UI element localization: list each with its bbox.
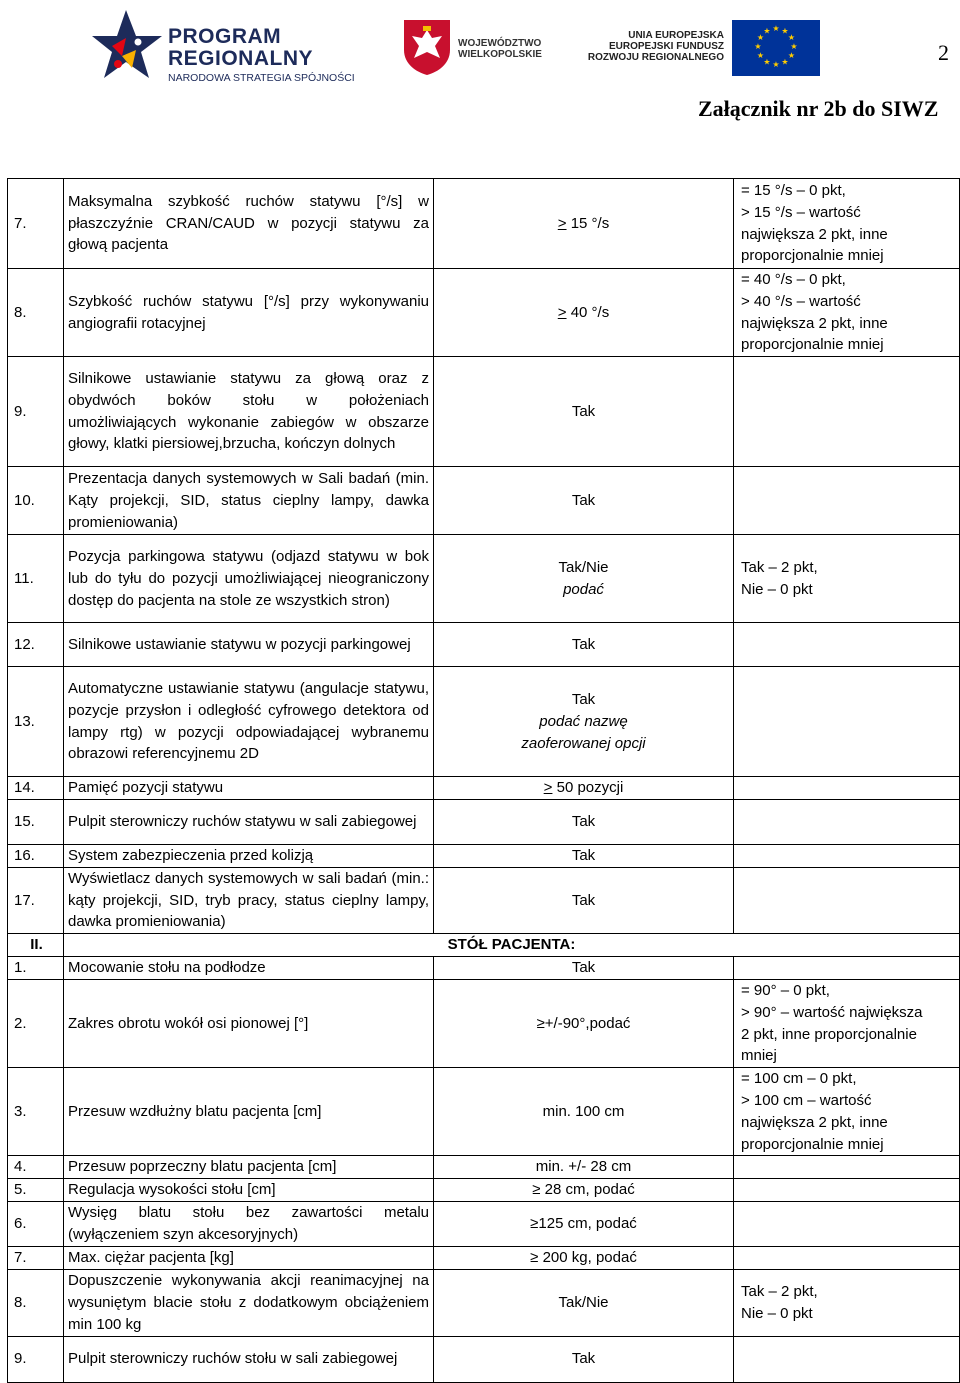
row-requirement: Tak [434, 467, 734, 535]
table-row [8, 867, 960, 933]
row-description: Maksymalna szybkość ruchów statywu [°/s] w płaszczyźnie CRAN/CAUD w pozycji statywu za głową pacjenta [64, 179, 434, 269]
svg-text:★: ★ [781, 57, 789, 67]
table-row [8, 1156, 960, 1179]
table-row [8, 1179, 960, 1202]
row-description: Max. ciężar pacjenta [kg] [64, 1246, 434, 1269]
row-description: Zakres obrotu wokół osi pionowej [°] [64, 979, 434, 1067]
row-number: 7. [8, 1246, 64, 1269]
row-requirement: Tak [434, 799, 734, 844]
svg-text:★: ★ [763, 26, 771, 36]
row-requirement: ≥ 28 cm, podać [434, 1179, 734, 1202]
row-number: 3. [8, 1068, 64, 1156]
row-evaluation: Tak – 2 pkt, Nie – 0 pkt [734, 1269, 960, 1336]
region-line1: WOJEWÓDZTWO [458, 38, 542, 49]
eu-logo [587, 20, 820, 76]
row-description: Wysięg blatu stołu bez zawartości metalu (wyłączeniem szyn akcesoryjnych) [64, 1201, 434, 1246]
row-number: 9. [8, 1336, 64, 1382]
svg-text:★: ★ [772, 24, 780, 33]
row-requirement: Tak [434, 867, 734, 933]
row-requirement: Tak/Nie podać [434, 535, 734, 623]
row-requirement: > 15 °/s [434, 179, 734, 269]
table-row [8, 799, 960, 844]
table-row [8, 535, 960, 623]
eu-line2: EUROPEJSKI FUNDUSZ [608, 41, 724, 52]
row-evaluation [734, 957, 960, 980]
table-row [8, 623, 960, 667]
row-evaluation [734, 1179, 960, 1202]
row-description: Pulpit sterowniczy ruchów statywu w sali zabiegowej [64, 799, 434, 844]
row-evaluation [734, 1246, 960, 1269]
table-row [8, 1201, 960, 1246]
svg-text:★: ★ [787, 33, 796, 42]
svg-text:★: ★ [772, 60, 780, 69]
row-requirement: > 40 °/s [434, 269, 734, 357]
table-row [8, 1336, 960, 1382]
row-evaluation [734, 623, 960, 667]
svg-text:★: ★ [754, 42, 762, 51]
program-line1: PROGRAM [168, 25, 282, 48]
row-number: 9. [8, 357, 64, 467]
eu-line1: UNIA EUROPEJSKA [628, 30, 724, 41]
row-number: 4. [8, 1156, 64, 1179]
header-logos [0, 0, 960, 121]
row-evaluation [734, 799, 960, 844]
row-number: 7. [8, 179, 64, 269]
row-evaluation [734, 844, 960, 867]
section-title: STÓŁ PACJENTA: [64, 934, 960, 957]
row-evaluation: = 90° – 0 pkt, > 90° – wartość największa 2 pkt, inne proporcjonalnie mniej [734, 979, 960, 1067]
program-star-icon [92, 6, 164, 84]
row-description: Silnikowe ustawianie statywu w pozycji parkingowej [64, 623, 434, 667]
row-description: Wyświetlacz danych systemowych w sali badań (min.: kąty projekcji, SID, tryb pracy, status cieplny lampy, dawka promieniowania) [64, 867, 434, 933]
row-requirement: > 50 pozycji [434, 777, 734, 800]
row-number: 6. [8, 1201, 64, 1246]
row-requirement: min. +/- 28 cm [434, 1156, 734, 1179]
row-description: Przesuw wzdłużny blatu pacjenta [cm] [64, 1068, 434, 1156]
eagle-shield-icon [402, 18, 452, 76]
row-requirement: Tak [434, 357, 734, 467]
row-description: Mocowanie stołu na podłodze [64, 957, 434, 980]
table-row [8, 844, 960, 867]
row-description: Pamięć pozycji statywu [64, 777, 434, 800]
spec-table [7, 178, 960, 1383]
row-requirement: Tak [434, 623, 734, 667]
row-evaluation [734, 667, 960, 777]
row-number: 10. [8, 467, 64, 535]
row-description: Automatyczne ustawianie statywu (angulacje statywu, pozycje przysłon i odległość cyfrowego detektora od lampy rtg) w pozycji odpowiadającej wybranemu obrazowi referencyjnemu 2D [64, 667, 434, 777]
row-requirement: ≥ 200 kg, podać [434, 1246, 734, 1269]
row-evaluation [734, 867, 960, 933]
table-row [8, 1246, 960, 1269]
row-description: Regulacja wysokości stołu [cm] [64, 1179, 434, 1202]
row-number: 1. [8, 957, 64, 980]
row-evaluation [734, 357, 960, 467]
row-description: Przesuw poprzeczny blatu pacjenta [cm] [64, 1156, 434, 1179]
table-row [8, 979, 960, 1067]
annex-title: Załącznik nr 2b do SIWZ [698, 96, 939, 121]
table-row [8, 1269, 960, 1336]
page-number: 2 [938, 40, 949, 65]
row-description: Prezentacja danych systemowych w Sali badań (min. Kąty projekcji, SID, status cieplny lampy, dawka promieniowania) [64, 467, 434, 535]
row-number: 16. [8, 844, 64, 867]
row-number: 8. [8, 1269, 64, 1336]
row-description: Szybkość ruchów statywu [°/s] przy wykonywaniu angiografii rotacyjnej [64, 269, 434, 357]
svg-text:★: ★ [790, 42, 798, 51]
table-row [8, 777, 960, 800]
row-evaluation: = 15 °/s – 0 pkt, > 15 °/s – wartość największa 2 pkt, inne proporcjonalnie mniej [734, 179, 960, 269]
row-requirement: Tak [434, 844, 734, 867]
row-requirement: Tak podać nazwę zaoferowanej opcji [434, 667, 734, 777]
row-description: System zabezpieczenia przed kolizją [64, 844, 434, 867]
row-number: 13. [8, 667, 64, 777]
row-description: Pozycja parkingowa statywu (odjazd statywu w bok lub do tyłu do pozycji umożliwiającej nieograniczony dostęp do pacjenta na stole ze wszystkich stron) [64, 535, 434, 623]
row-evaluation [734, 1156, 960, 1179]
table-row [8, 1068, 960, 1156]
table-row [8, 467, 960, 535]
row-requirement: ≥+/-90°,podać [434, 979, 734, 1067]
row-evaluation: = 40 °/s – 0 pkt, > 40 °/s – wartość największa 2 pkt, inne proporcjonalnie mniej [734, 269, 960, 357]
row-requirement: Tak/Nie [434, 1269, 734, 1336]
table-row [8, 357, 960, 467]
row-evaluation [734, 1201, 960, 1246]
row-requirement: Tak [434, 957, 734, 980]
row-requirement: min. 100 cm [434, 1068, 734, 1156]
svg-text:★: ★ [756, 51, 765, 60]
section-number: II. [8, 934, 64, 957]
row-evaluation [734, 467, 960, 535]
row-evaluation: Tak – 2 pkt, Nie – 0 pkt [734, 535, 960, 623]
table-row [8, 269, 960, 357]
svg-text:★: ★ [756, 33, 765, 42]
row-description: Silnikowe ustawianie statywu za głową oraz z obydwóch boków stołu w położeniach umożliwiających wykonanie zabiegów w obszarze głowy, klatki piersiowej,brzucha, kończyn dolnych [64, 357, 434, 467]
table-row [8, 179, 960, 269]
row-number: 5. [8, 1179, 64, 1202]
wielkopolska-logo [402, 18, 552, 78]
program-regionalny-logo [92, 6, 362, 84]
row-evaluation: = 100 cm – 0 pkt, > 100 cm – wartość największa 2 pkt, inne proporcjonalnie mniej [734, 1068, 960, 1156]
row-number: 15. [8, 799, 64, 844]
row-requirement: ≥125 cm, podać [434, 1201, 734, 1246]
row-number: 14. [8, 777, 64, 800]
row-requirement: Tak [434, 1336, 734, 1382]
row-number: 17. [8, 867, 64, 933]
region-line2: WIELKOPOLSKIE [458, 49, 542, 60]
program-line3: NARODOWA STRATEGIA SPÓJNOŚCI [168, 72, 355, 84]
row-description: Dopuszczenie wykonywania akcji reanimacyjnej na wysuniętym blacie stołu z dodatkowym obciążeniem min 100 kg [64, 1269, 434, 1336]
row-evaluation [734, 1336, 960, 1382]
row-number: 2. [8, 979, 64, 1067]
eu-flag-icon [732, 20, 820, 76]
svg-text:★: ★ [781, 26, 789, 36]
row-number: 8. [8, 269, 64, 357]
row-number: 12. [8, 623, 64, 667]
section-header-row [8, 934, 960, 957]
row-evaluation [734, 777, 960, 800]
program-line2: REGIONALNY [168, 47, 314, 70]
row-number: 11. [8, 535, 64, 623]
svg-text:★: ★ [787, 51, 796, 60]
svg-text:★: ★ [763, 57, 771, 67]
table-row [8, 957, 960, 980]
row-description: Pulpit sterowniczy ruchów stołu w sali zabiegowej [64, 1336, 434, 1382]
eu-line3: ROZWOJU REGIONALNEGO [587, 52, 724, 63]
table-row [8, 667, 960, 777]
